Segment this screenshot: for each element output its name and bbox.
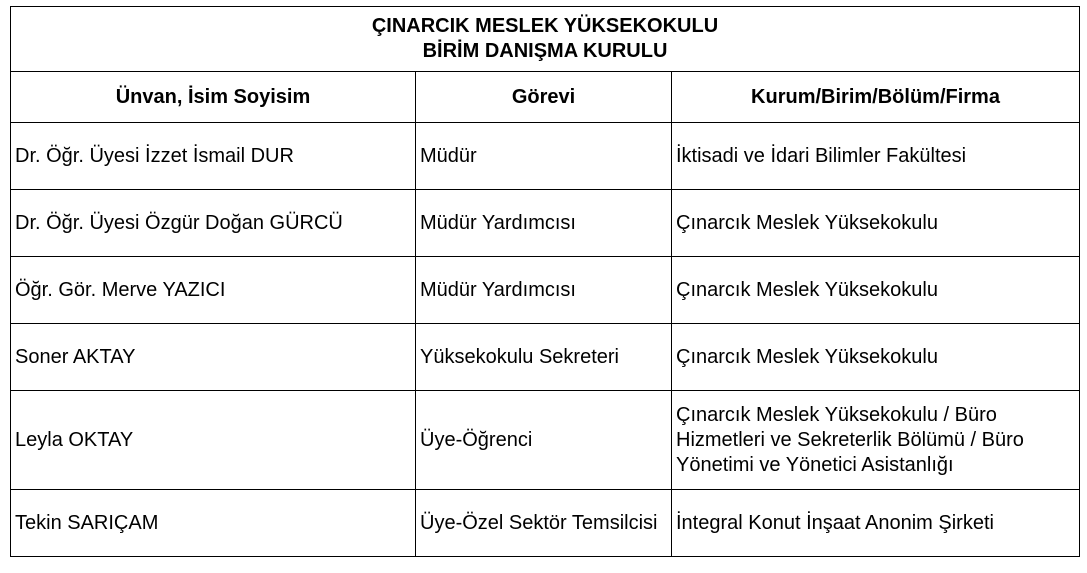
advisory-board-table [10,6,1080,557]
member-name: Öğr. Gör. Merve YAZICI [11,257,416,324]
member-name: Dr. Öğr. Üyesi İzzet İsmail DUR [11,123,416,190]
member-role: Müdür [416,123,672,190]
table-row [11,324,1080,391]
title-line-1: ÇINARCIK MESLEK YÜKSEKOKULU [371,15,719,37]
table-row [11,391,1080,490]
member-name: Soner AKTAY [11,324,416,391]
table-row [11,257,1080,324]
header-role: Görevi [416,72,672,123]
member-organization: Çınarcık Meslek Yüksekokulu [672,257,1080,324]
header-row [11,72,1080,123]
table-row [11,490,1080,557]
member-role: Müdür Yardımcısı [416,190,672,257]
member-name: Dr. Öğr. Üyesi Özgür Doğan GÜRCÜ [11,190,416,257]
title-row [11,7,1080,72]
table-row [11,123,1080,190]
table-title [11,7,1080,72]
header-name: Ünvan, İsim Soyisim [11,72,416,123]
member-role: Üye-Öğrenci [416,391,672,490]
member-role: Üye-Özel Sektör Temsilcisi [416,490,672,557]
header-organization: Kurum/Birim/Bölüm/Firma [672,72,1080,123]
member-organization: Çınarcık Meslek Yüksekokulu / Büro Hizmetleri ve Sekreterlik Bölümü / Büro Yönetimi ve Yönetici Asistanlığı [672,391,1080,490]
title-line-2: BİRİM DANIŞMA KURULU [422,40,668,62]
table-row [11,190,1080,257]
member-role: Müdür Yardımcısı [416,257,672,324]
member-organization: Çınarcık Meslek Yüksekokulu [672,190,1080,257]
member-organization: İntegral Konut İnşaat Anonim Şirketi [672,490,1080,557]
member-organization: Çınarcık Meslek Yüksekokulu [672,324,1080,391]
member-organization: İktisadi ve İdari Bilimler Fakültesi [672,123,1080,190]
member-name: Tekin SARIÇAM [11,490,416,557]
member-role: Yüksekokulu Sekreteri [416,324,672,391]
member-name: Leyla OKTAY [11,391,416,490]
